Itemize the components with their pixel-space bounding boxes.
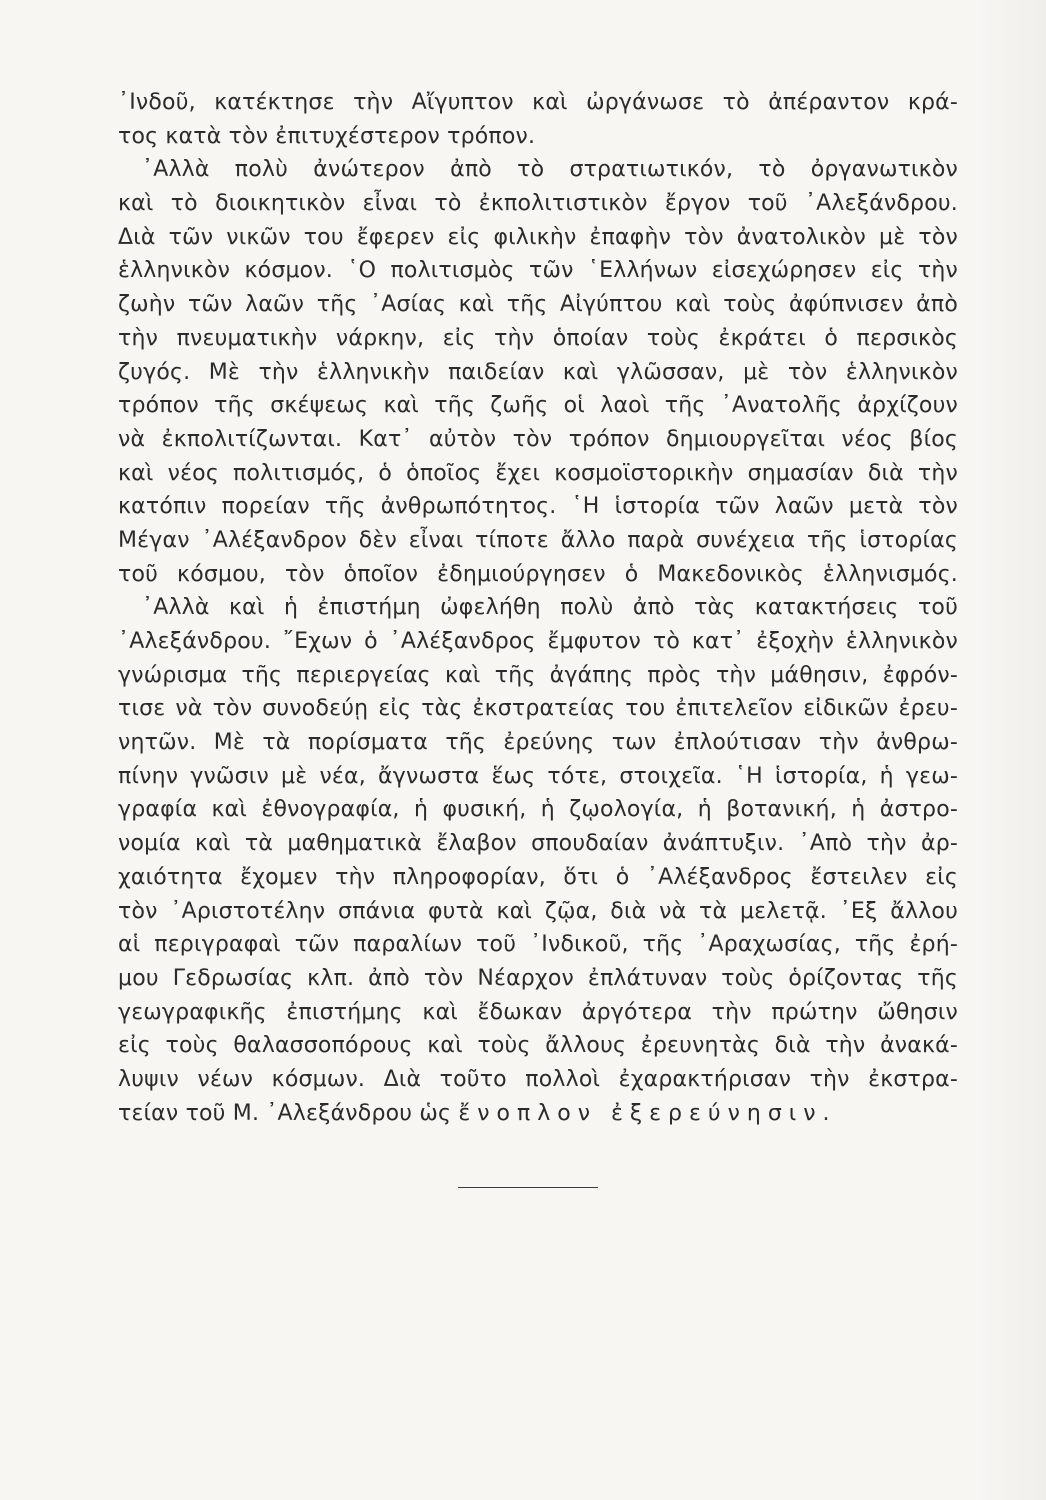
text-line: ζωὴν τῶν λαῶν τῆς ᾽Ασίας καὶ τῆς Αἰγύπτου καὶ τοὺς ἀφύπνισεν ἀπὸ	[118, 292, 958, 318]
text-line: γνώρισμα τῆς περιεργείας καὶ τῆς ἀγάπης πρὸς τὴν μάθησιν, ἐφρόν-	[118, 662, 958, 688]
last-line-start: τείαν τοῦ Μ. ᾽Αλεξάνδρου ὡς	[118, 1100, 452, 1126]
text-line: χαιότητα ἔχομεν τὴν πληροφορίαν, ὅτι ὁ ᾽Αλέξανδρος ἔστειλεν εἰς	[118, 864, 958, 890]
text-line: τὸν ᾽Αριστοτέλην σπάνια φυτὰ καὶ ζῷα, διὰ νὰ τὰ μελετᾷ. ᾽Εξ ἄλλου	[118, 898, 958, 924]
page-edge-shadow	[976, 0, 1046, 1500]
text-line: Διὰ τῶν νικῶν του ἔφερεν εἰς φιλικὴν ἐπαφὴν τὸν ἀνατολικὸν μὲ τὸν	[118, 224, 958, 250]
text-line: πίνην γνῶσιν μὲ νέα, ἄγνωστα ἕως τότε, στοιχεῖα. ῾Η ἱστορία, ἡ γεω-	[118, 763, 958, 789]
text-line: εἰς τοὺς θαλασσοπόρους καὶ τοὺς ἄλλους ἐρευνητὰς διὰ τὴν ἀνακά-	[118, 1033, 958, 1059]
text-line: κατόπιν πορείαν τῆς ἀνθρωπότητος. ῾Η ἱστορία τῶν λαῶν μετὰ τὸν	[118, 494, 958, 520]
text-line: γεωγραφικῆς ἐπιστήμης καὶ ἔδωκαν ἀργότερα τὴν πρώτην ὤθησιν	[118, 999, 958, 1025]
text-line: καὶ νέος πολιτισμός, ὁ ὁποῖος ἔχει κοσμοϊστορικὴν σημασίαν διὰ τὴν	[118, 460, 958, 486]
text-line: νητῶν. Μὲ τὰ πορίσματα τῆς ἐρεύνης των ἐπλούτισαν τὴν ἀνθρω-	[118, 730, 958, 756]
text-line: ᾽Αλεξάνδρου. ῎Εχων ὁ ᾽Αλέξανδρος ἔμφυτον τὸ κατ᾽ ἐξοχὴν ἑλληνικὸν	[118, 629, 958, 654]
body-text	[118, 86, 958, 1130]
text-line: ᾽Αλλὰ πολὺ ἀνώτερον ἀπὸ τὸ στρατιωτικόν, τὸ ὀργανωτικὸν	[142, 157, 958, 183]
text-line: νὰ ἐκπολιτίζωνται. Κατ᾽ αὐτὸν τὸν τρόπον δημιουργεῖται νέος βίος	[118, 426, 958, 452]
spaced-emphasis: ἔνοπλον ἐξερεύνησιν.	[458, 1100, 837, 1126]
text-line: νομία καὶ τὰ μαθηματικὰ ἔλαβον σπουδαίαν ἀνάπτυξιν. ᾽Απὸ τὴν ἀρ-	[118, 831, 958, 857]
text-line-last	[118, 1097, 958, 1131]
text-line: Μέγαν ᾽Αλέξανδρον δὲν εἶναι τίποτε ἄλλο παρὰ συνέχεια τῆς ἱστορίας	[118, 527, 958, 553]
text-line: γραφία καὶ ἐθνογραφία, ἡ φυσική, ἡ ζῳολογία, ἡ βοτανική, ἡ ἀστρο-	[118, 797, 958, 823]
text-line: ᾽Αλλὰ καὶ ἡ ἐπιστήμη ὠφελήθη πολὺ ἀπὸ τὰς κατακτήσεις τοῦ	[142, 595, 958, 621]
text-line: μου Γεδρωσίας κλπ. ἀπὸ τὸν Νέαρχον ἐπλάτυναν τοὺς ὁρίζοντας τῆς	[118, 965, 958, 991]
text-line: τρόπον τῆς σκέψεως καὶ τῆς ζωῆς οἱ λαοὶ τῆς ᾽Ανατολῆς ἀρχίζουν	[118, 393, 958, 419]
text-line: ᾽Ινδοῦ, κατέκτησε τὴν Αἴγυπτον καὶ ὠργάνωσε τὸ ἀπέραντον κρά-	[118, 90, 958, 115]
text-line: ἑλληνικὸν κόσμον. ῾Ο πολιτισμὸς τῶν ῾Ελλήνων εἰσεχώρησεν εἰς τὴν	[118, 258, 958, 284]
text-line: τοῦ κόσμου, τὸν ὁποῖον ἐδημιούργησεν ὁ Μακεδονικὸς ἑλληνισμός.	[118, 561, 958, 587]
text-line: τισε νὰ τὸν συνοδεύῃ εἰς τὰς ἐκστρατείας του ἐπιτελεῖον εἰδικῶν ἐρευ-	[118, 696, 958, 722]
text-line: λυψιν νέων κόσμων. Διὰ τοῦτο πολλοὶ ἐχαρακτήρισαν τὴν ἐκστρα-	[118, 1066, 958, 1092]
end-rule	[458, 1187, 598, 1188]
text-line: αἱ περιγραφαὶ τῶν παραλίων τοῦ ᾽Ινδικοῦ, τῆς ᾽Αραχωσίας, τῆς ἐρή-	[118, 932, 958, 958]
text-line: τος κατὰ τὸν ἐπιτυχέστερον τρόπον.	[118, 123, 536, 149]
text-line: καὶ τὸ διοικητικὸν εἶναι τὸ ἐκπολιτιστικὸν ἔργον τοῦ ᾽Αλεξάνδρου.	[118, 191, 958, 217]
text-line: τὴν πνευματικὴν νάρκην, εἰς τὴν ὁποίαν τοὺς ἐκράτει ὁ περσικὸς	[118, 325, 958, 351]
text-line: ζυγός. Μὲ τὴν ἑλληνικὴν παιδείαν καὶ γλῶσσαν, μὲ τὸν ἑλληνικὸν	[118, 359, 958, 385]
